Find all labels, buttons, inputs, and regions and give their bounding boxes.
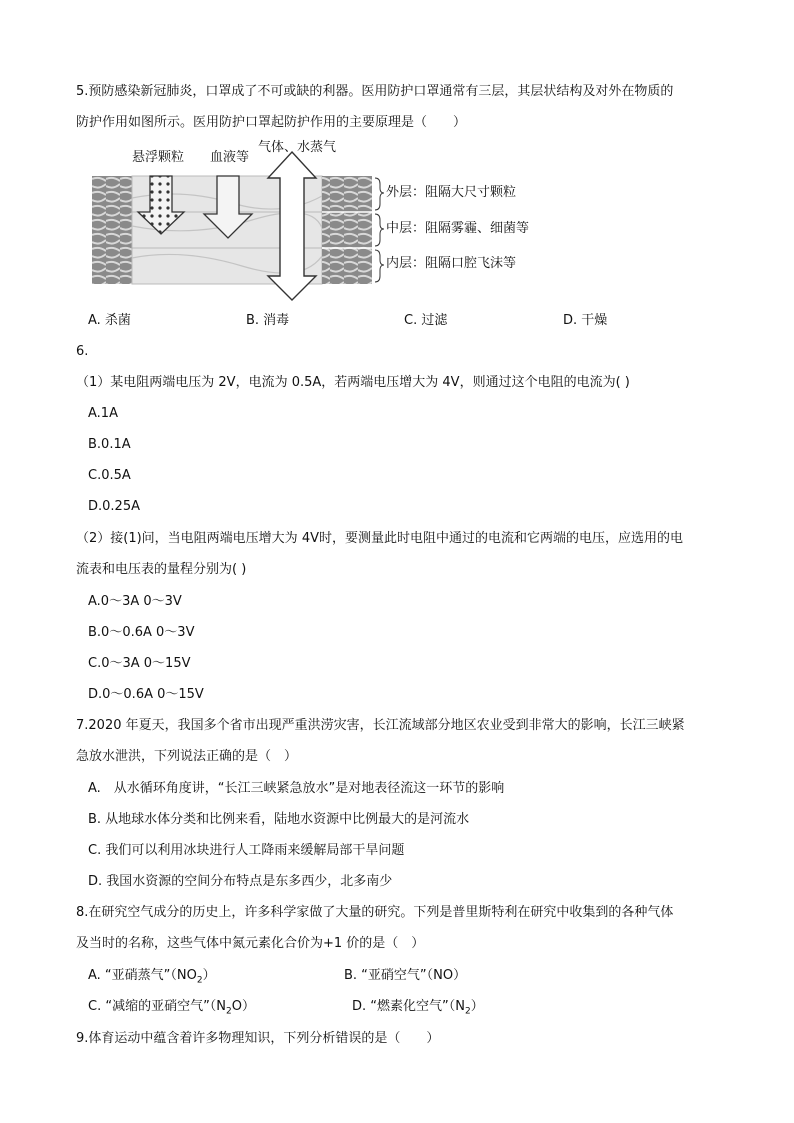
- label-gas-vapor: 气体、水蒸气: [258, 140, 337, 155]
- q8-stem-line1: 8.在研究空气成分的历史上，许多科学家做了大量的研究。下列是普里斯特利在研究中收集到的各种气体: [76, 905, 674, 920]
- q7-option-a[interactable]: A. 从水循环角度讲，“长江三峡紧急放水”是对地表径流这一环节的影响: [88, 781, 505, 796]
- q6-part2-option-d[interactable]: D.0～0.6A 0～15V: [88, 687, 204, 702]
- label-inner-layer: 内层：阻隔口腔飞沫等: [386, 256, 517, 271]
- q6-part2-option-a[interactable]: A.0～3A 0～3V: [88, 594, 182, 609]
- q8-option-c-close: O）: [231, 999, 256, 1014]
- q8-option-a-close: ）: [202, 968, 216, 983]
- label-suspended-particles: 悬浮颗粒: [132, 150, 185, 165]
- q5-stem-line1: 5.预防感染新冠肺炎，口罩成了不可或缺的利器。医用防护口罩通常有三层，其层状结构及对外在物质的: [76, 84, 674, 99]
- q6-part2-stem-line1: （2）接(1)问，当电阻两端电压增大为 4V时，要测量此时电阻中通过的电流和它两端的电压，应选用的电: [76, 531, 683, 546]
- q8-stem-line2: 及当时的名称，这些气体中氮元素化合价为+1 价的是（ ）: [76, 936, 425, 951]
- q6-part2-option-c[interactable]: C.0～3A 0～15V: [88, 656, 191, 671]
- q7-option-c[interactable]: C. 我们可以利用冰块进行人工降雨来缓解局部干旱问题: [88, 843, 405, 858]
- q8-option-c-subscript: 2: [226, 1006, 232, 1017]
- q6-part2-option-b[interactable]: B.0～0.6A 0～3V: [88, 625, 195, 640]
- right-fiber-photo: [322, 176, 372, 284]
- label-blood: 血液等: [210, 150, 250, 165]
- q6-part1-option-d[interactable]: D.0.25A: [88, 499, 140, 514]
- q6-part2-stem-line2: 流表和电压表的量程分别为( ): [76, 562, 247, 577]
- mask-layer-figure: [92, 140, 542, 302]
- q9-stem-line1: 9.体育运动中蕴含着许多物理知识，下列分析错误的是（ ）: [76, 1031, 440, 1046]
- q5-option-b[interactable]: B. 消毒: [246, 313, 290, 328]
- q8-option-b[interactable]: [344, 968, 466, 984]
- q8-option-d-close: ）: [470, 999, 484, 1014]
- q8-option-a-text: A. “亚硝蒸气”（NO: [88, 968, 197, 983]
- q5-option-a[interactable]: A. 杀菌: [88, 313, 131, 328]
- q8-option-d-subscript: 2: [464, 1006, 471, 1017]
- q7-option-d[interactable]: D. 我国水资源的空间分布特点是东多西少，北多南少: [88, 874, 393, 889]
- left-fiber-photo: [92, 176, 132, 284]
- q5-option-c[interactable]: C. 过滤: [404, 313, 448, 328]
- q8-option-d-text: D. “燃素化空气”（N: [352, 999, 465, 1014]
- q8-option-d[interactable]: [352, 999, 484, 1015]
- q8-option-c[interactable]: [88, 999, 255, 1015]
- label-outer-layer: 外层：阻隔大尺寸颗粒: [386, 185, 517, 200]
- q8-option-c-text: C. “减缩的亚硝空气”（N: [88, 999, 227, 1014]
- q6-number: 6.: [76, 344, 89, 359]
- q8-option-a[interactable]: [88, 968, 216, 984]
- q8-option-a-subscript: 2: [196, 975, 203, 986]
- q7-stem-line2: 急放水泄洪，下列说法正确的是（ ）: [76, 749, 298, 764]
- label-middle-layer: 中层：阻隔雾霾、细菌等: [386, 221, 530, 236]
- q5-stem-line2: 防护作用如图所示。医用防护口罩起防护作用的主要原理是（ ）: [76, 115, 467, 130]
- q7-option-b[interactable]: B. 从地球水体分类和比例来看，陆地水资源中比例最大的是河流水: [88, 812, 470, 827]
- q6-part1-stem: （1）某电阻两端电压为 2V，电流为 0.5A，若两端电压增大为 4V，则通过这个电阻的电流为( ): [76, 375, 630, 390]
- q8-option-b-text: B. “亚硝空气”（NO）: [344, 968, 467, 983]
- q6-part1-option-a[interactable]: A.1A: [88, 406, 118, 421]
- q7-stem-line1: 7.2020 年夏天，我国多个省市出现严重洪涝灾害，长江流域部分地区农业受到非常大的影响，长江三峡紧: [76, 718, 685, 733]
- q5-option-d[interactable]: D. 干燥: [563, 313, 608, 328]
- q6-part1-option-c[interactable]: C.0.5A: [88, 468, 131, 483]
- q6-part1-option-b[interactable]: B.0.1A: [88, 437, 131, 452]
